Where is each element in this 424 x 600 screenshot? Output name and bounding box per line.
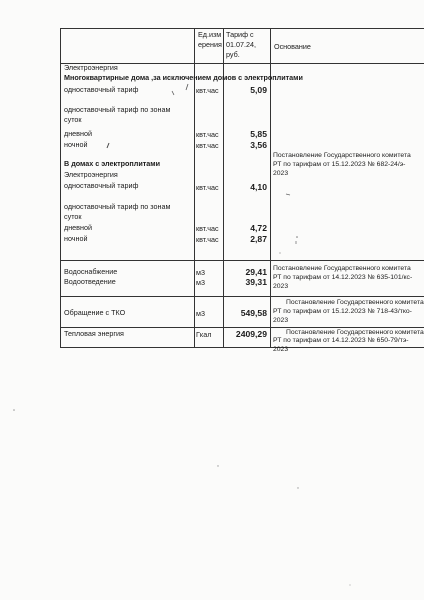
heat-basis-1: Постановление Государственного комитета — [286, 329, 424, 336]
electricity-basis-2: РТ по тарифам от 15.12.2023 № 682-24/э- — [273, 161, 406, 168]
single-rate-unit: квт.час — [196, 86, 219, 95]
zone-label-1: одноставочный тариф по зонам — [64, 105, 171, 114]
stove-zone-label-1: одноставочный тариф по зонам — [64, 202, 171, 211]
apt-heading: Многоквартирные дома ,за исключением домов с электроплитами — [64, 73, 303, 82]
night-label: ночной — [64, 140, 88, 149]
water-basis-3: 2023 — [273, 283, 289, 290]
water-supply-label: Водоснабжение — [64, 267, 118, 276]
day-unit: квт.час — [196, 130, 219, 139]
electricity-basis-3: 2023 — [273, 170, 289, 177]
stove-zone-label-2: суток — [64, 212, 82, 221]
header-unit-2: ерения — [198, 40, 222, 49]
heat-unit: Гкал — [196, 330, 212, 339]
stove-day-value: 4,72 — [250, 223, 267, 233]
water-basis-2: РТ по тарифам от 14.12.2023 № 635-101/кс- — [273, 274, 413, 281]
night-unit: квт.час — [196, 141, 219, 150]
waste-basis-2: РТ по тарифам от 15.12.2023 № 718-43/тко- — [273, 308, 412, 315]
stove-day-label: дневной — [64, 223, 92, 232]
water-drain-value: 39,31 — [245, 277, 267, 287]
water-drain-unit: м3 — [196, 278, 205, 287]
day-value: 5,85 — [250, 129, 267, 139]
single-rate-label: одноставочный тариф — [64, 85, 139, 94]
water-supply-unit: м3 — [196, 268, 205, 277]
heat-basis-2: РТ по тарифам от 14.12.2023 № 650-79/тэ- — [273, 337, 409, 344]
night-value: 3,56 — [250, 140, 267, 150]
stove-single-rate-unit: квт.час — [196, 183, 219, 192]
electricity-title: Электроэнергия — [64, 63, 118, 72]
stove-single-rate-label: одноставочный тариф — [64, 181, 139, 190]
stove-title: Электроэнергия — [64, 170, 118, 179]
water-basis-1: Постановление Государственного комитета — [273, 265, 411, 272]
stove-heading: В домах с электроплитами — [64, 159, 160, 168]
stove-single-rate-value: 4,10 — [250, 182, 267, 192]
zone-label-2: суток — [64, 115, 82, 124]
stove-night-value: 2,87 — [250, 234, 267, 244]
stove-day-unit: квт.час — [196, 224, 219, 233]
waste-unit: м3 — [196, 309, 205, 318]
stove-night-unit: квт.час — [196, 235, 219, 244]
waste-value: 549,58 — [240, 308, 267, 318]
waste-basis-3: 2023 — [273, 317, 289, 324]
heat-label: Тепловая энергия — [64, 329, 124, 338]
header-tariff-3: руб. — [226, 50, 240, 59]
stove-night-label: ночной — [64, 234, 88, 243]
waste-label: Обращение с ТКО — [64, 308, 126, 317]
header-unit-1: Ед.изм — [198, 30, 222, 39]
day-label: дневной — [64, 129, 92, 138]
header-basis: Основание — [274, 42, 311, 51]
header-tariff-1: Тариф с — [226, 30, 254, 39]
heat-basis-3: 2023 — [273, 346, 289, 353]
waste-basis-1: Постановление Государственного комитета — [286, 299, 424, 306]
electricity-basis-1: Постановление Государственного комитета — [273, 152, 411, 159]
water-supply-value: 29,41 — [245, 267, 267, 277]
water-drain-label: Водоотведение — [64, 277, 116, 286]
header-tariff-2: 01.07.24, — [226, 40, 256, 49]
single-rate-value: 5,09 — [250, 85, 267, 95]
heat-value: 2409,29 — [235, 329, 267, 339]
